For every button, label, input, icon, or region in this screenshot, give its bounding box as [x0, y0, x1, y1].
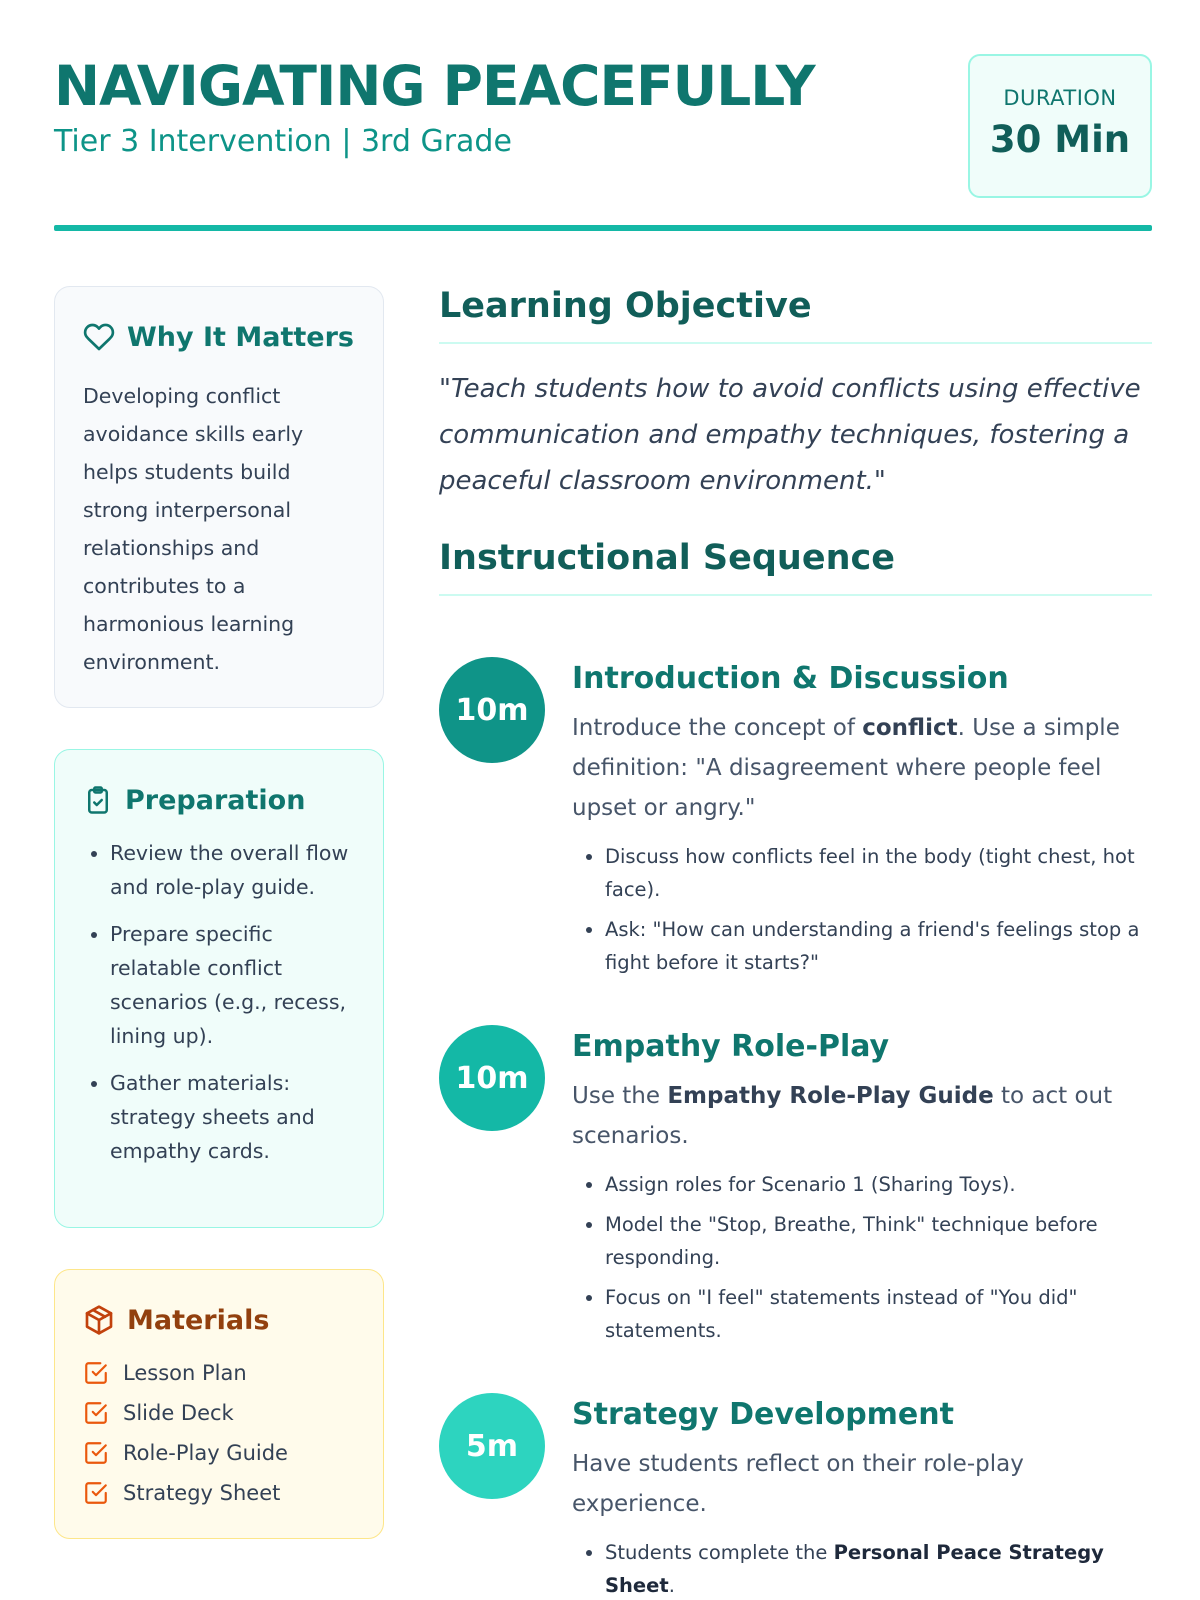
materials-card — [54, 1269, 384, 1539]
page-title: NAVIGATING PEACEFULLY — [54, 54, 815, 118]
preparation-heading — [83, 784, 355, 816]
step-bullet — [605, 840, 1152, 906]
step-body — [572, 661, 1152, 986]
step-bullet — [605, 1168, 1152, 1201]
step-bullet-text: Discuss how conflicts feel in the body (tight chest, hot face). — [605, 845, 1135, 901]
page-header — [54, 52, 1152, 232]
materials-heading — [83, 1304, 355, 1336]
step-bullet-text: . — [668, 1574, 675, 1597]
step-time-badge: 10m — [439, 1025, 545, 1131]
step-bullet-text: Students complete the — [605, 1541, 834, 1564]
check-square-icon — [83, 1360, 109, 1386]
preparation-title: Preparation — [125, 784, 306, 816]
step-desc-bold: Empathy Role-Play Guide — [667, 1083, 994, 1109]
material-label: Role-Play Guide — [123, 1441, 288, 1465]
check-square-icon — [83, 1440, 109, 1466]
material-label: Strategy Sheet — [123, 1481, 281, 1505]
step-bullet-text: Model the "Stop, Breathe, Think" technique before responding. — [605, 1213, 1098, 1269]
header-divider — [54, 225, 1152, 231]
material-item — [83, 1433, 355, 1473]
why-it-matters-card — [54, 286, 384, 708]
step-body — [572, 1397, 1152, 1600]
step-bullet-text: Focus on "I feel" statements instead of "You did" statements. — [605, 1286, 1078, 1342]
material-item — [83, 1353, 355, 1393]
why-it-matters-title: Why It Matters — [127, 321, 354, 353]
material-label: Slide Deck — [123, 1401, 234, 1425]
step-description — [572, 708, 1152, 828]
check-square-icon — [83, 1400, 109, 1426]
preparation-item: • Review the overall flow and role-play guide. — [110, 836, 355, 904]
materials-list — [83, 1353, 355, 1513]
step-bullet-list — [572, 1168, 1152, 1347]
step-desc-text: Have students reflect on their role-play experience. — [572, 1451, 1024, 1517]
step-time-badge: 10m — [439, 657, 545, 763]
step-bullet-bold: Personal Peace Strategy Sheet — [605, 1541, 1104, 1597]
step-desc-text: Use the — [572, 1083, 668, 1109]
page-subtitle: Tier 3 Intervention | 3rd Grade — [54, 124, 512, 159]
sequence-heading: Instructional Sequence — [439, 538, 1152, 596]
main-column — [439, 286, 1152, 596]
material-label: Lesson Plan — [123, 1361, 247, 1385]
step-description — [572, 1444, 1152, 1524]
material-item — [83, 1473, 355, 1513]
step-title: Strategy Development — [572, 1397, 954, 1432]
step-description — [572, 1076, 1152, 1156]
step-bullet-list — [572, 840, 1152, 979]
why-it-matters-text: Developing conflict avoidance skills early helps students build strong interpersonal relationships and contributes to a harmonious learning environment. — [83, 384, 304, 674]
step-desc-text: . Use a simple definition: "A disagreement where people feel upset or angry." — [572, 715, 1120, 821]
why-it-matters-heading — [83, 321, 355, 353]
step-bullet — [605, 913, 1152, 979]
clipboard-check-icon — [83, 784, 113, 816]
step-bullet-list — [572, 1536, 1152, 1600]
step-desc-text: Introduce the concept of — [572, 715, 863, 741]
package-icon — [83, 1304, 115, 1336]
preparation-list — [83, 836, 355, 1168]
step-body — [572, 1029, 1152, 1354]
preparation-card — [54, 749, 384, 1228]
material-item — [83, 1393, 355, 1433]
step-bullet — [605, 1281, 1152, 1347]
step-bullet-text: Assign roles for Scenario 1 (Sharing Toys). — [605, 1173, 1016, 1196]
step-bullet-text: Ask: "How can understanding a friend's feelings stop a fight before it starts?" — [605, 918, 1140, 974]
step-time-badge: 5m — [439, 1393, 545, 1499]
step-title: Introduction & Discussion — [572, 661, 1009, 696]
duration-box — [968, 54, 1152, 198]
step-title: Empathy Role-Play — [572, 1029, 890, 1064]
duration-value: 30 Min — [989, 118, 1131, 161]
check-square-icon — [83, 1480, 109, 1506]
materials-title: Materials — [127, 1304, 270, 1336]
step-desc-bold: conflict — [862, 715, 958, 741]
objective-quote: "Teach students how to avoid conflicts using effective communication and empathy techniques, fostering a peaceful classroom environment." — [439, 374, 1141, 496]
preparation-item: • Prepare specific relatable conflict scenarios (e.g., recess, lining up). — [110, 917, 355, 1053]
objective-heading: Learning Objective — [439, 286, 1152, 344]
duration-label: DURATION — [1003, 86, 1117, 110]
heart-icon — [83, 321, 115, 353]
step-desc-text: to act out scenarios. — [572, 1083, 1113, 1149]
step-bullet — [605, 1208, 1152, 1274]
preparation-item: • Gather materials: strategy sheets and empathy cards. — [110, 1066, 355, 1168]
step-bullet — [605, 1536, 1152, 1600]
